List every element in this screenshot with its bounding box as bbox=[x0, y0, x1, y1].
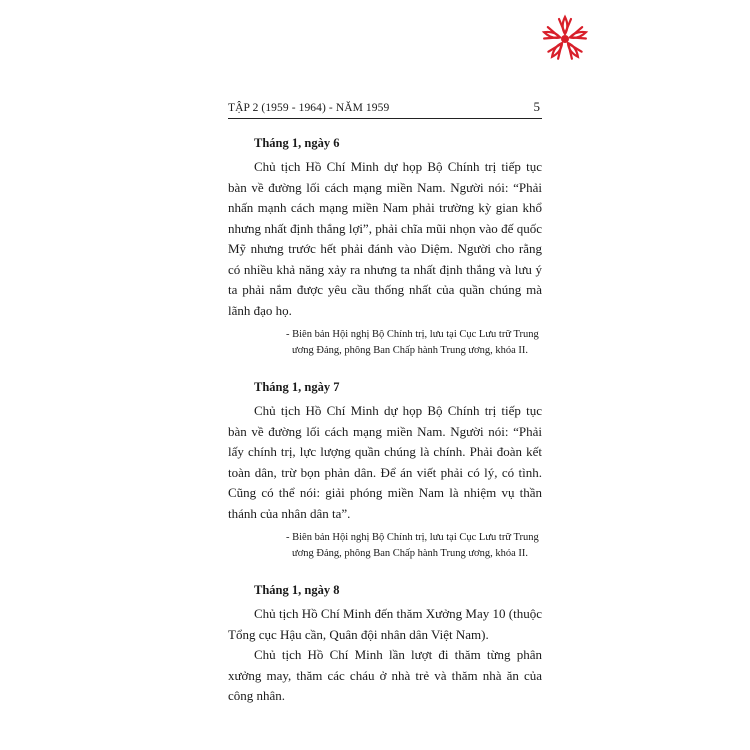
entry-section bbox=[228, 127, 542, 359]
entry-source-note: - Biên bản Hội nghị Bộ Chính trị, lưu tại Cục Lưu trữ Trung ương Đảng, phông Ban Chấp hành Trung ương, khóa II. bbox=[286, 329, 539, 356]
star-emblem-icon bbox=[540, 14, 590, 64]
page-header bbox=[228, 100, 542, 119]
entry-section bbox=[228, 371, 542, 562]
entry-section bbox=[228, 574, 542, 707]
entry-source-note: - Biên bản Hội nghị Bộ Chính trị, lưu tại Cục Lưu trữ Trung ương Đảng, phông Ban Chấp hành Trung ương, khóa II. bbox=[286, 532, 539, 559]
entry-date: Tháng 1, ngày 6 bbox=[254, 136, 340, 150]
page-number: 5 bbox=[533, 99, 540, 114]
entry-paragraph: Chủ tịch Hồ Chí Minh đến thăm Xưởng May 10 (thuộc Tổng cục Hậu cần, Quân đội nhân dân Việt Nam). bbox=[228, 606, 542, 642]
entry-date: Tháng 1, ngày 7 bbox=[254, 380, 340, 394]
entry-date: Tháng 1, ngày 8 bbox=[254, 583, 340, 597]
running-title: TẬP 2 (1959 - 1964) - NĂM 1959 bbox=[228, 102, 390, 114]
publisher-logo bbox=[540, 14, 590, 64]
entry-paragraph: Chủ tịch Hồ Chí Minh dự họp Bộ Chính trị tiếp tục bàn về đường lối cách mạng miền Nam. Người nói: “Phải lấy chính trị, lực lượng quần chúng là chính. Phải đoàn kết toàn dân, trừ bọn phản dân. Để án viết phải có lý, có tình. Cũng có thể nói: giải phóng miền Nam là nhiệm vụ thần thánh của nhân dân ta”. bbox=[228, 403, 542, 521]
entry-paragraph: Chủ tịch Hồ Chí Minh lần lượt đi thăm từng phân xưởng may, thăm các cháu ở nhà trẻ và thăm nhà ăn của công nhân. bbox=[228, 647, 542, 703]
entry-paragraph: Chủ tịch Hồ Chí Minh dự họp Bộ Chính trị tiếp tục bàn về đường lối cách mạng miền Nam. Người nói: “Phải nhấn mạnh cách mạng miền Nam phải trường kỳ gian khổ nhưng nhất định thắng lợi”, phải chĩa mũi nhọn vào đế quốc Mỹ nhưng trước hết phải đánh vào Diệm. Người cho rằng có nhiều khả năng xảy ra nhưng ta nhất định thắng và lưu ý ta phải nắm được yêu cầu thống nhất của quần chúng mà lãnh đạo họ. bbox=[228, 159, 542, 318]
page-body bbox=[228, 127, 542, 707]
